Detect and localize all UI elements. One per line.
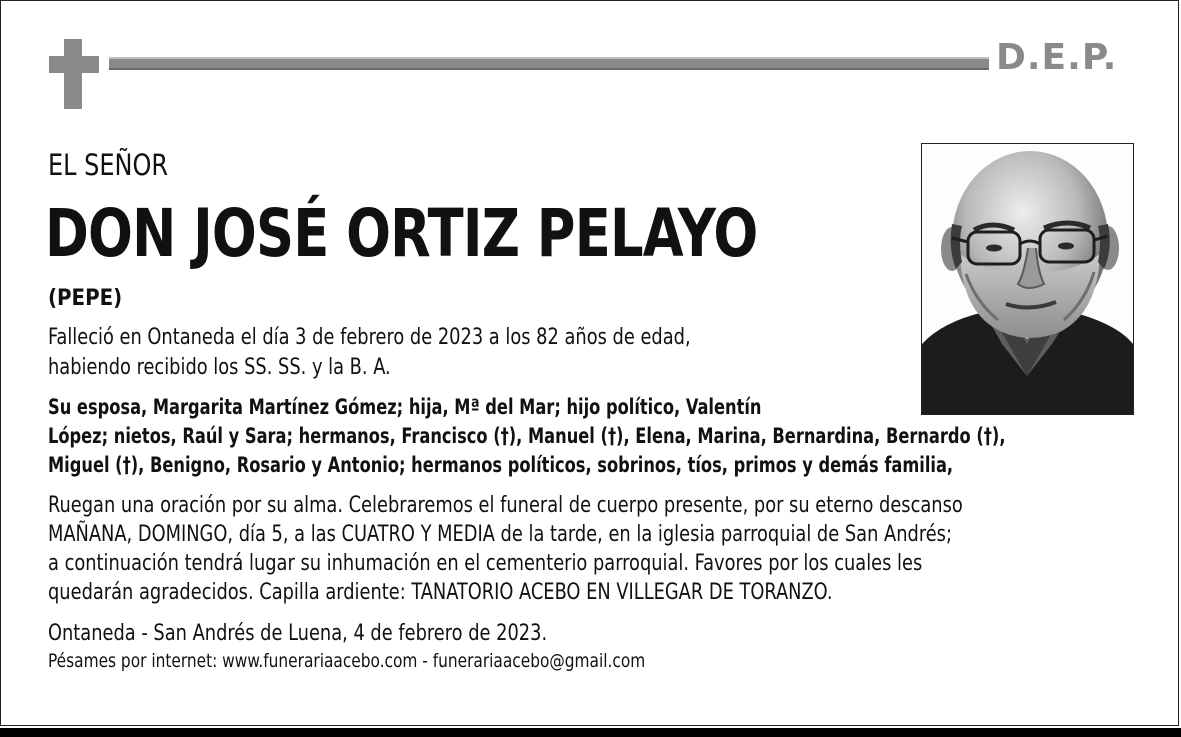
title-prefix: EL SEÑOR: [48, 148, 169, 182]
cross-icon-bar: [49, 56, 99, 73]
nickname: (PEPE): [48, 286, 123, 311]
funeral-line: MAÑANA, DOMINGO, día 5, a las CUATRO Y MEDIA de la tarde, en la iglesia parroquial de San Andrés;: [48, 522, 952, 547]
portrait-photo-icon: [922, 144, 1133, 414]
dep-label: D.E.P.: [996, 37, 1118, 78]
header-rule: [109, 57, 989, 70]
funeral-line: quedarán agradecidos. Capilla ardiente: TANATORIO ACEBO EN VILLEGAR DE TORANZO.: [48, 580, 833, 605]
family-line: Su esposa, Margarita Martínez Gómez; hija, Mª del Mar; hijo político, Valentín: [48, 395, 762, 419]
funeral-line: a continuación tendrá lugar su inhumación en el cementerio parroquial. Favores por los cuales les: [48, 551, 923, 576]
funeral-line: Ruegan una oración por su alma. Celebraremos el funeral de cuerpo presente, por su eterno descanso: [48, 493, 963, 518]
deceased-name: DON JOSÉ ORTIZ PELAYO: [45, 195, 758, 272]
condolences-contact: Pésames por internet: www.funerariaacebo.com - funerariaacebo@gmail.com: [48, 650, 646, 672]
family-list: [48, 393, 1006, 480]
death-line: habiendo recibido los SS. SS. y la B. A.: [48, 355, 391, 380]
funeral-notice: [48, 491, 963, 607]
death-line: Falleció en Ontaneda el día 3 de febrero de 2023 a los 82 años de edad,: [48, 325, 691, 350]
family-line: López; nietos, Raúl y Sara; hermanos, Francisco (†), Manuel (†), Elena, Marina, Bernardina, Bernardo (†),: [48, 424, 1006, 448]
cross-icon: [64, 39, 82, 109]
bottom-border: [0, 728, 1181, 737]
death-notice: [48, 323, 691, 383]
place-date: Ontaneda - San Andrés de Luena, 4 de febrero de 2023.: [48, 621, 548, 646]
family-line: Miguel (†), Benigno, Rosario y Antonio; hermanos políticos, sobrinos, tíos, primos y demás familia,: [48, 453, 954, 477]
portrait-photo: [921, 143, 1134, 415]
